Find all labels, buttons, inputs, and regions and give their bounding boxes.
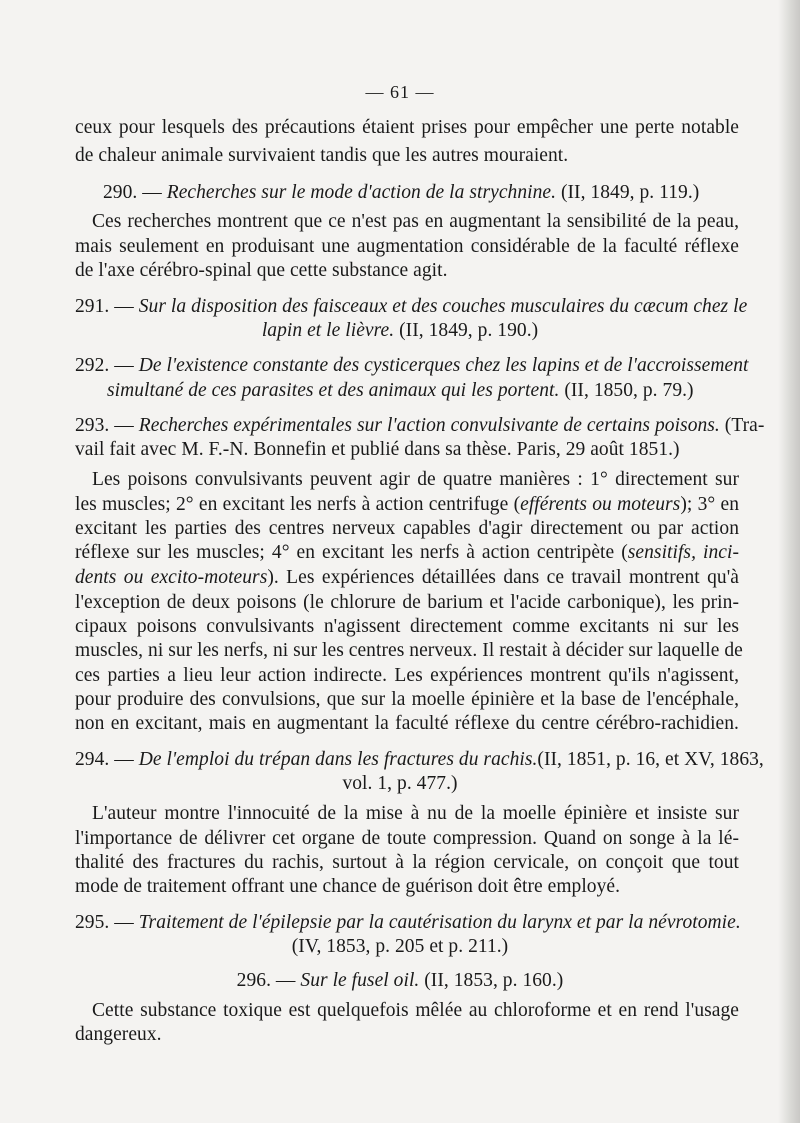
entry-291-heading-1: [75, 295, 748, 319]
entry-295-reference: (IV, 1853, p. 205 et p. 211.): [291, 936, 509, 957]
entry-290-body-1: Ces recherches montrent que ce n'est pas en augmentant la sensibilité de la peau,: [92, 211, 739, 232]
entry-293-body-8: muscles, ni sur les nerfs, ni sur les centres nerveux. Il restait à décider sur laquelle de: [75, 640, 743, 661]
entry-293-body-1: Les poisons convulsivants peuvent agir de quatre manières : 1° directement sur: [92, 469, 739, 490]
entry-293-body-7: cipaux poisons convulsivants n'agissent directement comme excitants ni sur les: [75, 616, 739, 637]
entry-290-body-2: mais seulement en produisant une augmentation considérable de la faculté réflexe: [75, 236, 739, 257]
entry-295-heading-1: [75, 911, 739, 935]
entry-290-reference: (II, 1849, p. 119.): [556, 182, 700, 203]
entry-293-body-6: l'exception de deux poisons (le chlorure de barium et l'acide carbonique), les prin-: [75, 592, 739, 613]
entry-293-title: Recherches expérimentales sur l'action convulsivante de certains poisons.: [138, 415, 720, 436]
entry-294-heading-1: [75, 748, 764, 772]
entry-295-number: 295. —: [75, 912, 139, 933]
entry-291-number: 291. —: [75, 296, 139, 317]
entry-290-number: 290. —: [103, 182, 167, 203]
entry-292-number: 292. —: [75, 355, 139, 376]
entry-292-title-2: simultané de ces parasites et des animaux qui les portent.: [107, 380, 560, 401]
entry-291-heading-2: [0, 319, 800, 343]
entry-291-title-2: lapin et le lièvre.: [261, 320, 395, 341]
entry-294-heading-2: vol. 1, p. 477.): [342, 773, 458, 794]
entry-296-number: 296. —: [236, 970, 301, 991]
entry-293-heading-1: [75, 414, 765, 438]
entry-294-body-1: L'auteur montre l'innocuité de la mise à nu de la moelle épinière et insiste sur: [92, 803, 739, 824]
entry-293-body-4: réflexe sur les muscles; 4° en excitant les nerfs à action centripète (sensitifs, inci-: [75, 542, 739, 563]
entry-293-body-5: dents ou excito-moteurs). Les expériences détaillées dans ce travail montrent qu'à: [75, 567, 739, 588]
entry-294-body-2: l'importance de délivrer cet organe de toute compression. Quand on songe à la lé-: [75, 828, 739, 849]
entry-295-title: Traitement de l'épilepsie par la cautérisation du larynx et par la névrotomie.: [138, 912, 741, 933]
entry-292-heading-2: [107, 379, 694, 403]
entry-293-body-9: ces parties a lieu leur action indirecte. Les expériences montrent qu'ils n'agissent,: [75, 665, 739, 686]
entry-293-body-11: non en excitant, mais en augmentant la faculté réflexe du centre cérébro-rachidien.: [75, 713, 739, 734]
entry-291-reference: (II, 1849, p. 190.): [394, 320, 539, 341]
entry-292-heading-1: [75, 354, 749, 378]
entry-292-reference: (II, 1850, p. 79.): [559, 380, 694, 401]
entry-293-body-2: les muscles; 2° en excitant les nerfs à action centrifuge (efférents ou moteurs); 3° en: [75, 494, 740, 515]
entry-296-body-2: dangereux.: [75, 1024, 162, 1045]
entry-293-heading-2: vail fait avec M. F.-N. Bonnefin et publié dans sa thèse. Paris, 29 août 1851.): [75, 439, 680, 460]
entry-294-title: De l'emploi du trépan dans les fractures du rachis.: [138, 749, 538, 770]
entry-292-title-1: De l'existence constante des cysticerques chez les lapins et de l'accroissement: [138, 355, 749, 376]
entry-293-number: 293. —: [75, 415, 139, 436]
entry-294-body-3: thalité des fractures du rachis, surtout à la région cervicale, on conçoit que tout: [75, 852, 739, 873]
entry-290-body-3: de l'axe cérébro-spinal que cette substance agit.: [75, 260, 448, 281]
entry-296-title: Sur le fusel oil.: [300, 970, 420, 991]
page-number: — 61 —: [365, 82, 435, 102]
intro-line-1: ceux pour lesquels des précautions étaient prises pour empêcher une perte notable: [75, 117, 739, 138]
entry-293-body-10: pour produire des convulsions, que sur la moelle épinière et la base de l'encéphale,: [75, 689, 739, 710]
entry-293-reference-1: (Tra-: [719, 415, 765, 436]
entry-290-title: Recherches sur le mode d'action de la strychnine.: [166, 182, 557, 203]
entry-294-body-4: mode de traitement offrant une chance de guérison doit être employé.: [75, 876, 621, 897]
entry-290-heading: [103, 181, 699, 205]
intro-line-2: de chaleur animale survivaient tandis que les autres mouraient.: [75, 145, 569, 166]
entry-296-body-1: Cette substance toxique est quelquefois mêlée au chloroforme et en rend l'usage: [92, 1000, 739, 1021]
entry-291-title-1: Sur la disposition des faisceaux et des couches musculaires du cæcum chez le: [138, 296, 748, 317]
entry-296-heading: [0, 969, 800, 993]
entry-293-body-3: excitant les parties des centres nerveux capables d'agir directement ou par action: [75, 518, 739, 539]
entry-294-number: 294. —: [75, 749, 139, 770]
entry-296-reference: (II, 1853, p. 160.): [419, 970, 564, 991]
entry-294-reference-1: (II, 1851, p. 16, et XV, 1863,: [537, 749, 764, 770]
